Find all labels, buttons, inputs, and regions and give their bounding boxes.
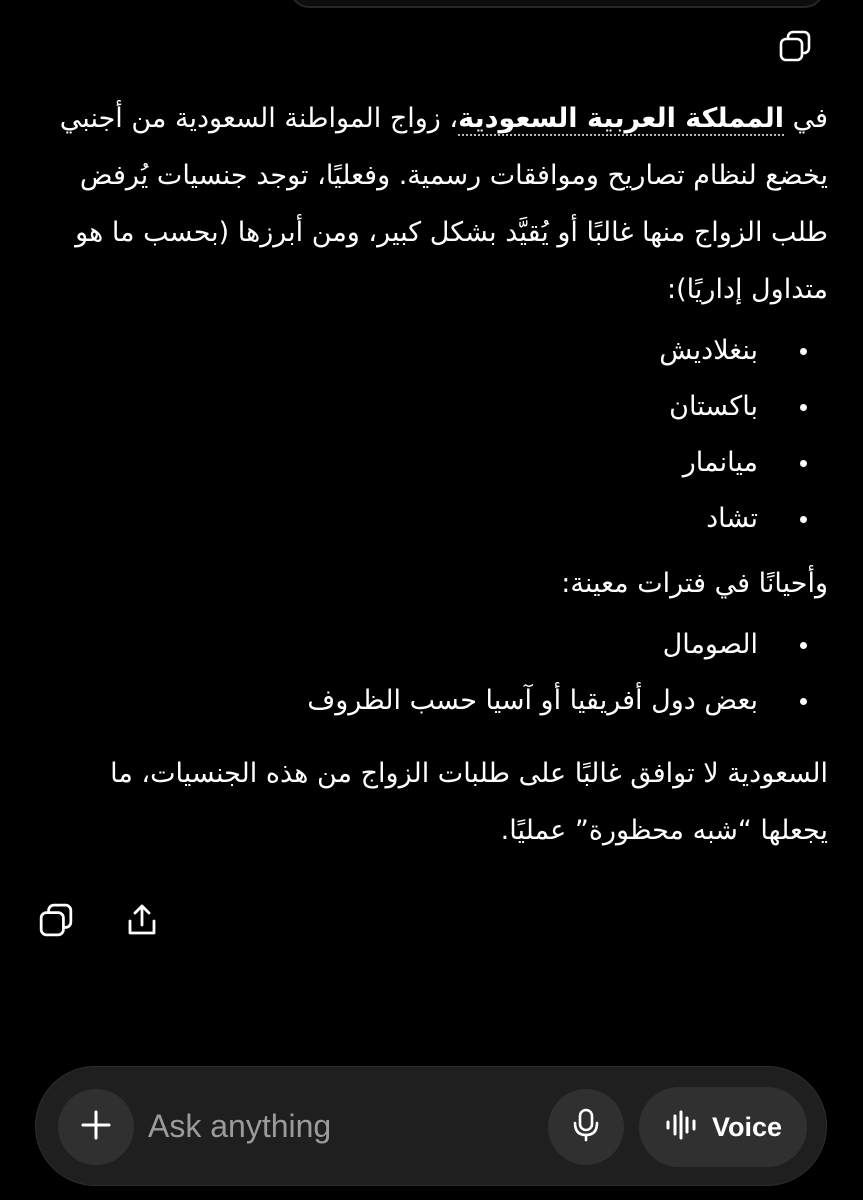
plus-icon <box>79 1108 113 1146</box>
composer-bar <box>35 1066 827 1186</box>
list-item: بعض دول أفريقيا أو آسيا حسب الظروف <box>50 673 828 729</box>
copy-icon <box>778 29 812 67</box>
voice-mode-button[interactable] <box>639 1087 807 1167</box>
list-item: بنغلاديش <box>50 323 828 379</box>
conclusion-paragraph: السعودية لا توافق غالبًا على طلبات الزواج من هذه الجنسيات، ما يجعلها “شبه محظورة” عمليًا. <box>110 758 828 846</box>
voice-waveform-icon <box>664 1110 698 1144</box>
copy-button[interactable] <box>34 900 78 944</box>
voice-label: Voice <box>711 1111 783 1142</box>
list-item: باكستان <box>50 379 828 435</box>
add-attachment-button[interactable] <box>58 1089 134 1165</box>
list-item: ميانمار <box>50 435 828 491</box>
intro-paragraph <box>50 90 828 318</box>
ask-input[interactable] <box>148 1103 528 1149</box>
highlighted-term[interactable]: المملكة العربية السعودية <box>458 103 784 134</box>
previous-message-bubble <box>290 0 824 8</box>
intro-text: ، زواج المواطنة السعودية من أجنبي يخضع لنظام تصاريح وموافقات رسمية. وفعليًا، توجد جنسيات يُرفض طلب الزواج منها غالبًا أو يُقيَّد بشكل كبير، ومن أبرزها (بحسب ما هو متداول إداريًا): <box>59 103 828 305</box>
copy-icon <box>38 902 74 942</box>
assistant-message <box>50 90 828 859</box>
nationality-list <box>50 323 828 547</box>
list-item: الصومال <box>50 617 828 673</box>
share-button[interactable] <box>120 900 164 944</box>
copy-message-button[interactable] <box>773 26 817 70</box>
sometimes-paragraph: وأحيانًا في فترات معينة: <box>561 568 828 599</box>
sometimes-list <box>50 617 828 729</box>
list-item: تشاد <box>50 491 828 547</box>
intro-prefix: في <box>784 103 828 134</box>
microphone-icon <box>570 1107 602 1147</box>
share-icon <box>124 902 160 942</box>
dictate-button[interactable] <box>548 1089 624 1165</box>
message-actions <box>34 900 164 944</box>
